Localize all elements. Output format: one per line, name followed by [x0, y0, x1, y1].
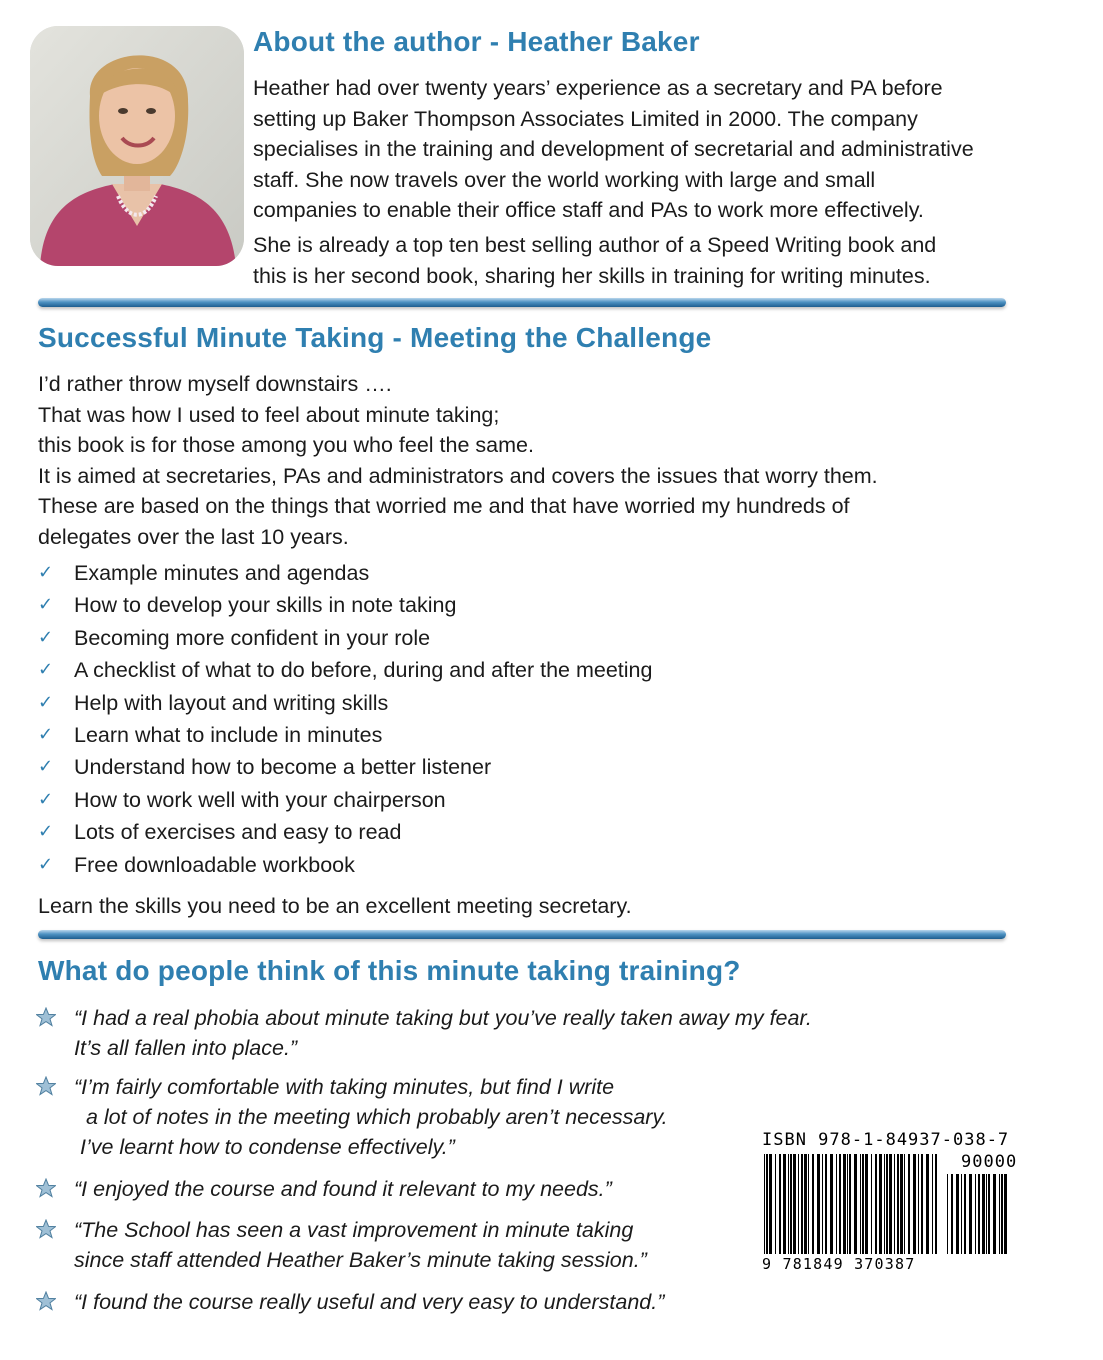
section-divider — [38, 930, 1006, 939]
feature-checklist — [38, 558, 652, 882]
checklist-item: ✓ Help with layout and writing skills — [38, 688, 652, 720]
book-intro — [38, 369, 878, 552]
checkmark-icon: ✓ — [38, 821, 54, 843]
checklist-item: ✓ How to work well with your chairperson — [38, 785, 652, 817]
barcode-bar — [975, 1174, 976, 1254]
barcode-bar — [879, 1154, 882, 1254]
barcode-bar — [849, 1154, 851, 1254]
barcode-bar — [836, 1154, 837, 1254]
intro-line: I’d rather throw myself downstairs …. — [38, 372, 392, 396]
quote-line: I’ve learnt how to condense effectively.” — [74, 1135, 455, 1159]
star-icon — [36, 1074, 56, 1104]
price-code: 90000 — [961, 1152, 1018, 1172]
barcode-bar — [999, 1174, 1000, 1254]
barcode-bar — [884, 1154, 885, 1254]
barcode-bar — [817, 1154, 820, 1254]
about-paragraph-2 — [253, 230, 936, 291]
quote-line: since staff attended Heather Baker’s minute taking session.” — [74, 1248, 647, 1272]
checklist-item: ✓ Becoming more confident in your role — [38, 623, 652, 655]
ean-barcode-graphic — [762, 1154, 940, 1266]
barcode-bar — [886, 1154, 888, 1254]
quote-line: “The School has seen a vast improvement in minute taking — [74, 1218, 634, 1242]
barcode-bar — [894, 1154, 895, 1254]
checklist-item: ✓ How to develop your skills in note taking — [38, 590, 652, 622]
quote-line: It’s all fallen into place.” — [74, 1036, 298, 1060]
about-line: specialises in the training and development of secretarial and administrative — [253, 137, 974, 161]
addon-barcode-graphic — [945, 1174, 1013, 1266]
star-icon — [36, 1217, 56, 1247]
barcode-bar — [847, 1154, 848, 1254]
barcode-bar — [812, 1154, 814, 1254]
barcode-bar — [764, 1154, 765, 1254]
about-line: setting up Baker Thompson Associates Limited in 2000. The company — [253, 106, 918, 131]
barcode-bar — [947, 1174, 948, 1254]
barcode-bar — [918, 1154, 919, 1254]
intro-line: These are based on the things that worried me and that have worried my hundreds of — [38, 494, 850, 518]
about-line: staff. She now travels over the world working with large and small — [253, 167, 876, 192]
barcode-bar — [961, 1174, 962, 1254]
about-line: She is already a top ten best selling author of a Speed Writing book and — [253, 233, 937, 257]
barcode-bar — [788, 1154, 789, 1254]
barcode-bar — [798, 1154, 799, 1254]
about-line: companies to enable their office staff and PAs to work more effectively. — [253, 198, 924, 222]
checklist-item: ✓ A checklist of what to do before, during and after the meeting — [38, 655, 652, 687]
checkmark-icon: ✓ — [38, 723, 54, 745]
checkmark-icon: ✓ — [38, 594, 54, 616]
barcode-bar — [956, 1174, 959, 1254]
star-icon — [36, 1176, 56, 1206]
checkmark-icon: ✓ — [38, 788, 54, 810]
quote-line: “I had a real phobia about minute taking but you’ve really taken away my fear. — [74, 1006, 812, 1030]
barcode-bar — [854, 1154, 857, 1254]
checklist-item: ✓ Learn what to include in minutes — [38, 720, 652, 752]
barcode-bar — [988, 1174, 990, 1254]
barcode-bar — [986, 1174, 987, 1254]
checkmark-icon: ✓ — [38, 853, 54, 875]
about-line: this is her second book, sharing her skills in training for writing minutes. — [253, 263, 931, 288]
barcode-bar — [801, 1154, 803, 1254]
barcode-bar — [804, 1154, 807, 1254]
barcode-bar — [889, 1154, 892, 1254]
barcode-bar — [808, 1154, 809, 1254]
barcode-bar — [982, 1174, 985, 1254]
isbn-barcode-block — [756, 1130, 1020, 1280]
checkmark-icon: ✓ — [38, 756, 54, 778]
intro-line: It is aimed at secretaries, PAs and administrators and covers the issues that worry them. — [38, 463, 878, 488]
barcode-bar — [783, 1154, 786, 1254]
star-icon — [36, 1005, 56, 1035]
checklist-item: ✓ Free downloadable workbook — [38, 850, 652, 882]
barcode-bar — [913, 1154, 916, 1254]
intro-line: this book is for those among you who feel the same. — [38, 433, 534, 457]
barcode-bar — [822, 1154, 823, 1254]
barcode-bar — [830, 1154, 833, 1254]
quote-line: a lot of notes in the meeting which probably aren’t necessary. — [74, 1105, 668, 1129]
author-photo — [30, 26, 244, 266]
barcode-bar — [900, 1154, 903, 1254]
barcode-bar — [1004, 1174, 1007, 1254]
barcode-bar — [843, 1154, 846, 1254]
barcode-bar — [993, 1174, 996, 1254]
ean-digits: 9 781849 370387 — [762, 1255, 916, 1273]
checkmark-icon: ✓ — [38, 626, 54, 648]
barcode-bar — [921, 1154, 923, 1254]
barcode-bar — [865, 1154, 868, 1254]
testimonials-heading: What do people think of this minute taking training? — [38, 955, 741, 986]
barcode-bar — [860, 1154, 861, 1254]
about-paragraph-1 — [253, 73, 974, 226]
barcode-bar — [897, 1154, 899, 1254]
book-heading: Successful Minute Taking - Meeting the Challenge — [38, 322, 712, 353]
barcode-bar — [769, 1154, 772, 1254]
about-heading: About the author - Heather Baker — [253, 26, 700, 57]
barcode-bar — [904, 1154, 905, 1254]
section-divider — [38, 298, 1006, 307]
quote-line: “I’m fairly comfortable with taking minutes, but find I write — [74, 1075, 615, 1099]
barcode-bar — [793, 1154, 796, 1254]
checklist-item: ✓ Example minutes and agendas — [38, 558, 652, 590]
intro-line: delegates over the last 10 years. — [38, 524, 349, 549]
barcode-bar — [875, 1154, 877, 1254]
barcode-bar — [969, 1174, 972, 1254]
barcode-bar — [871, 1154, 872, 1254]
checklist-item: ✓ Understand how to become a better listener — [38, 752, 652, 784]
barcode-bar — [1001, 1174, 1003, 1254]
barcode-bar — [932, 1154, 933, 1254]
barcode-bar — [862, 1154, 864, 1254]
star-icon — [36, 1289, 56, 1319]
barcode-bar — [978, 1174, 980, 1254]
barcode-bar — [839, 1154, 841, 1254]
barcode-bar — [951, 1174, 953, 1254]
about-line: Heather had over twenty years’ experience as a secretary and PA before — [253, 76, 943, 100]
checkmark-icon: ✓ — [38, 691, 54, 713]
barcode-bar — [775, 1154, 776, 1254]
barcode-bar — [935, 1154, 937, 1254]
intro-line: That was how I used to feel about minute taking; — [38, 402, 500, 427]
checkmark-icon: ✓ — [38, 562, 54, 583]
checklist-item: ✓ Lots of exercises and easy to read — [38, 817, 652, 849]
checkmark-icon: ✓ — [38, 659, 54, 681]
quote-line: “I found the course really useful and very easy to understand.” — [74, 1290, 665, 1314]
quote-line: “I enjoyed the course and found it relevant to my needs.” — [74, 1177, 612, 1201]
barcode-bar — [964, 1174, 966, 1254]
barcode-bar — [926, 1154, 929, 1254]
isbn-number: ISBN 978-1-84937-038-7 — [762, 1130, 1010, 1150]
closing-line: Learn the skills you need to be an excellent meeting secretary. — [38, 894, 632, 918]
barcode-bar — [790, 1154, 792, 1254]
barcode-bar — [825, 1154, 827, 1254]
barcode-bar — [766, 1154, 768, 1254]
barcode-bar — [908, 1154, 910, 1254]
barcode-bar — [779, 1154, 781, 1254]
